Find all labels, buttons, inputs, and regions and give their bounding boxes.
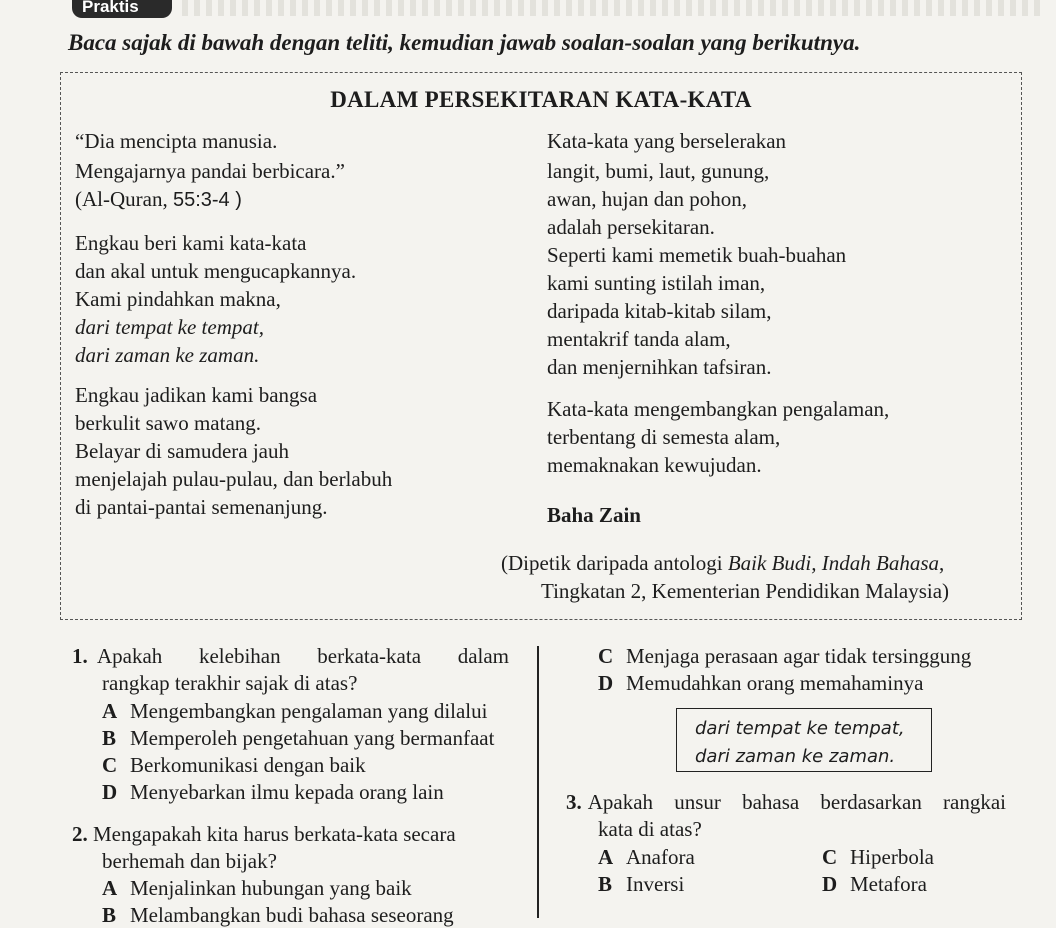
poem-title: DALAM PERSEKITARAN KATA-KATA bbox=[330, 87, 752, 112]
option-text: Berkomunikasi dengan baik bbox=[130, 753, 366, 777]
option-text: Menjalinkan hubungan yang baik bbox=[130, 876, 412, 900]
quran-label: (Al-Quran, bbox=[75, 187, 173, 211]
quote-line: dari zaman ke zaman. bbox=[695, 746, 896, 767]
poem-line: dari tempat ke tempat, bbox=[75, 315, 264, 339]
poem-line: Engkau jadikan kami bangsa bbox=[75, 383, 318, 407]
source-suffix: , bbox=[939, 551, 945, 575]
question-3 bbox=[566, 790, 1006, 815]
option-b[interactable] bbox=[102, 903, 454, 928]
poem-line: di pantai-pantai semenanjung. bbox=[75, 495, 328, 519]
poem-line: kami sunting istilah iman, bbox=[547, 271, 766, 295]
option-d[interactable] bbox=[822, 872, 927, 897]
option-letter: D bbox=[598, 671, 614, 695]
option-letter: B bbox=[102, 903, 117, 927]
option-text: Mengembangkan pengalaman yang dilalui bbox=[130, 699, 488, 723]
option-text: Melambangkan budi bahasa seseorang bbox=[130, 903, 454, 927]
poem-line: Belayar di samudera jauh bbox=[75, 439, 289, 463]
question-number: 1. bbox=[72, 644, 88, 668]
poem-line: Engkau beri kami kata-kata bbox=[75, 231, 307, 255]
option-text: Memudahkan orang memahaminya bbox=[626, 671, 924, 695]
poem-line: “Dia mencipta manusia. bbox=[75, 129, 278, 153]
question-3-line2: kata di atas? bbox=[598, 817, 702, 841]
option-letter: C bbox=[598, 644, 614, 668]
option-letter: A bbox=[598, 845, 614, 869]
option-letter: A bbox=[102, 699, 118, 723]
option-text: Memperoleh pengetahuan yang bermanfaat bbox=[130, 726, 495, 750]
question-number: 3. bbox=[566, 790, 582, 814]
option-letter: A bbox=[102, 876, 118, 900]
option-letter: D bbox=[102, 780, 118, 804]
quote-line: dari tempat ke tempat, bbox=[695, 718, 905, 739]
poem-line: berkulit sawo matang. bbox=[75, 411, 262, 435]
poem-line: adalah persekitaran. bbox=[547, 215, 715, 239]
poem-source bbox=[501, 551, 944, 576]
poem-line: Seperti kami memetik buah-buahan bbox=[547, 243, 847, 267]
option-text: Metafora bbox=[850, 872, 927, 896]
option-c[interactable] bbox=[102, 753, 366, 778]
question-word: dalam bbox=[457, 644, 509, 668]
question-1-line2: rangkap terakhir sajak di atas? bbox=[102, 671, 358, 695]
column-divider bbox=[537, 646, 539, 918]
poem-line: Kami pindahkan makna, bbox=[75, 287, 281, 311]
question-text: Mengapakah kita harus berkata-kata secara bbox=[93, 822, 456, 846]
option-text: Anafora bbox=[626, 845, 695, 869]
poem-line: memaknakan kewujudan. bbox=[547, 453, 762, 477]
poem-line: Kata-kata mengembangkan pengalaman, bbox=[547, 397, 890, 421]
section-tab: Praktis bbox=[72, 0, 172, 18]
question-number: 2. bbox=[72, 822, 88, 846]
source-title: Baik Budi, Indah Bahasa bbox=[727, 551, 939, 575]
source-prefix: (Dipetik daripada antologi bbox=[501, 551, 728, 575]
option-text: Hiperbola bbox=[850, 845, 934, 869]
instruction-text: Baca sajak di bawah dengan teliti, kemudian jawab soalan-soalan yang berikutnya. bbox=[68, 30, 861, 55]
poem-line bbox=[75, 187, 242, 212]
poem-source-line2: Tingkatan 2, Kementerian Pendidikan Malaysia) bbox=[541, 579, 950, 603]
question-word: berkata-kata bbox=[317, 644, 422, 668]
option-text: Inversi bbox=[626, 872, 685, 896]
question-word: kelebihan bbox=[198, 644, 281, 668]
option-c[interactable] bbox=[598, 644, 971, 669]
poem-author: Baha Zain bbox=[547, 503, 641, 527]
poem-line: Kata-kata yang berselerakan bbox=[547, 129, 787, 153]
poem-line: dan menjernihkan tafsiran. bbox=[547, 355, 772, 379]
option-letter: D bbox=[822, 872, 838, 896]
option-c[interactable] bbox=[822, 845, 934, 870]
option-text: Menjaga perasaan agar tidak tersinggung bbox=[626, 644, 972, 668]
question-2 bbox=[72, 822, 456, 847]
poem-line: dan akal untuk mengucapkannya. bbox=[75, 259, 357, 283]
option-b[interactable] bbox=[598, 872, 684, 897]
poem-line: mentakrif tanda alam, bbox=[547, 327, 731, 351]
question-word: Apakah bbox=[97, 644, 163, 668]
poem-line: menjelajah pulau-pulau, dan berlabuh bbox=[75, 467, 393, 491]
option-letter: C bbox=[102, 753, 118, 777]
option-d[interactable] bbox=[102, 780, 444, 805]
quote-box bbox=[676, 708, 932, 772]
header-decoration bbox=[182, 0, 1042, 16]
option-letter: C bbox=[822, 845, 838, 869]
option-a[interactable] bbox=[102, 699, 487, 724]
poem-line: daripada kitab-kitab silam, bbox=[547, 299, 772, 323]
question-2-line2: berhemah dan bijak? bbox=[102, 849, 277, 873]
option-letter: B bbox=[598, 872, 613, 896]
option-letter: B bbox=[102, 726, 117, 750]
option-b[interactable] bbox=[102, 726, 494, 751]
poem-line: awan, hujan dan pohon, bbox=[547, 187, 748, 211]
option-a[interactable] bbox=[102, 876, 412, 901]
question-text: Apakah unsur bahasa berdasarkan rangkai bbox=[587, 790, 1006, 814]
poem-line: terbentang di semesta alam, bbox=[547, 425, 781, 449]
option-text: Menyebarkan ilmu kepada orang lain bbox=[130, 780, 444, 804]
poem-box bbox=[60, 72, 1022, 620]
poem-line: langit, bumi, laut, gunung, bbox=[547, 159, 770, 183]
quran-reference: 55:3-4 ) bbox=[172, 189, 242, 211]
question-1 bbox=[72, 644, 522, 669]
option-a[interactable] bbox=[598, 845, 695, 870]
poem-line: dari zaman ke zaman. bbox=[75, 343, 260, 367]
poem-line: Mengajarnya pandai berbicara.” bbox=[75, 159, 345, 183]
option-d[interactable] bbox=[598, 671, 923, 696]
